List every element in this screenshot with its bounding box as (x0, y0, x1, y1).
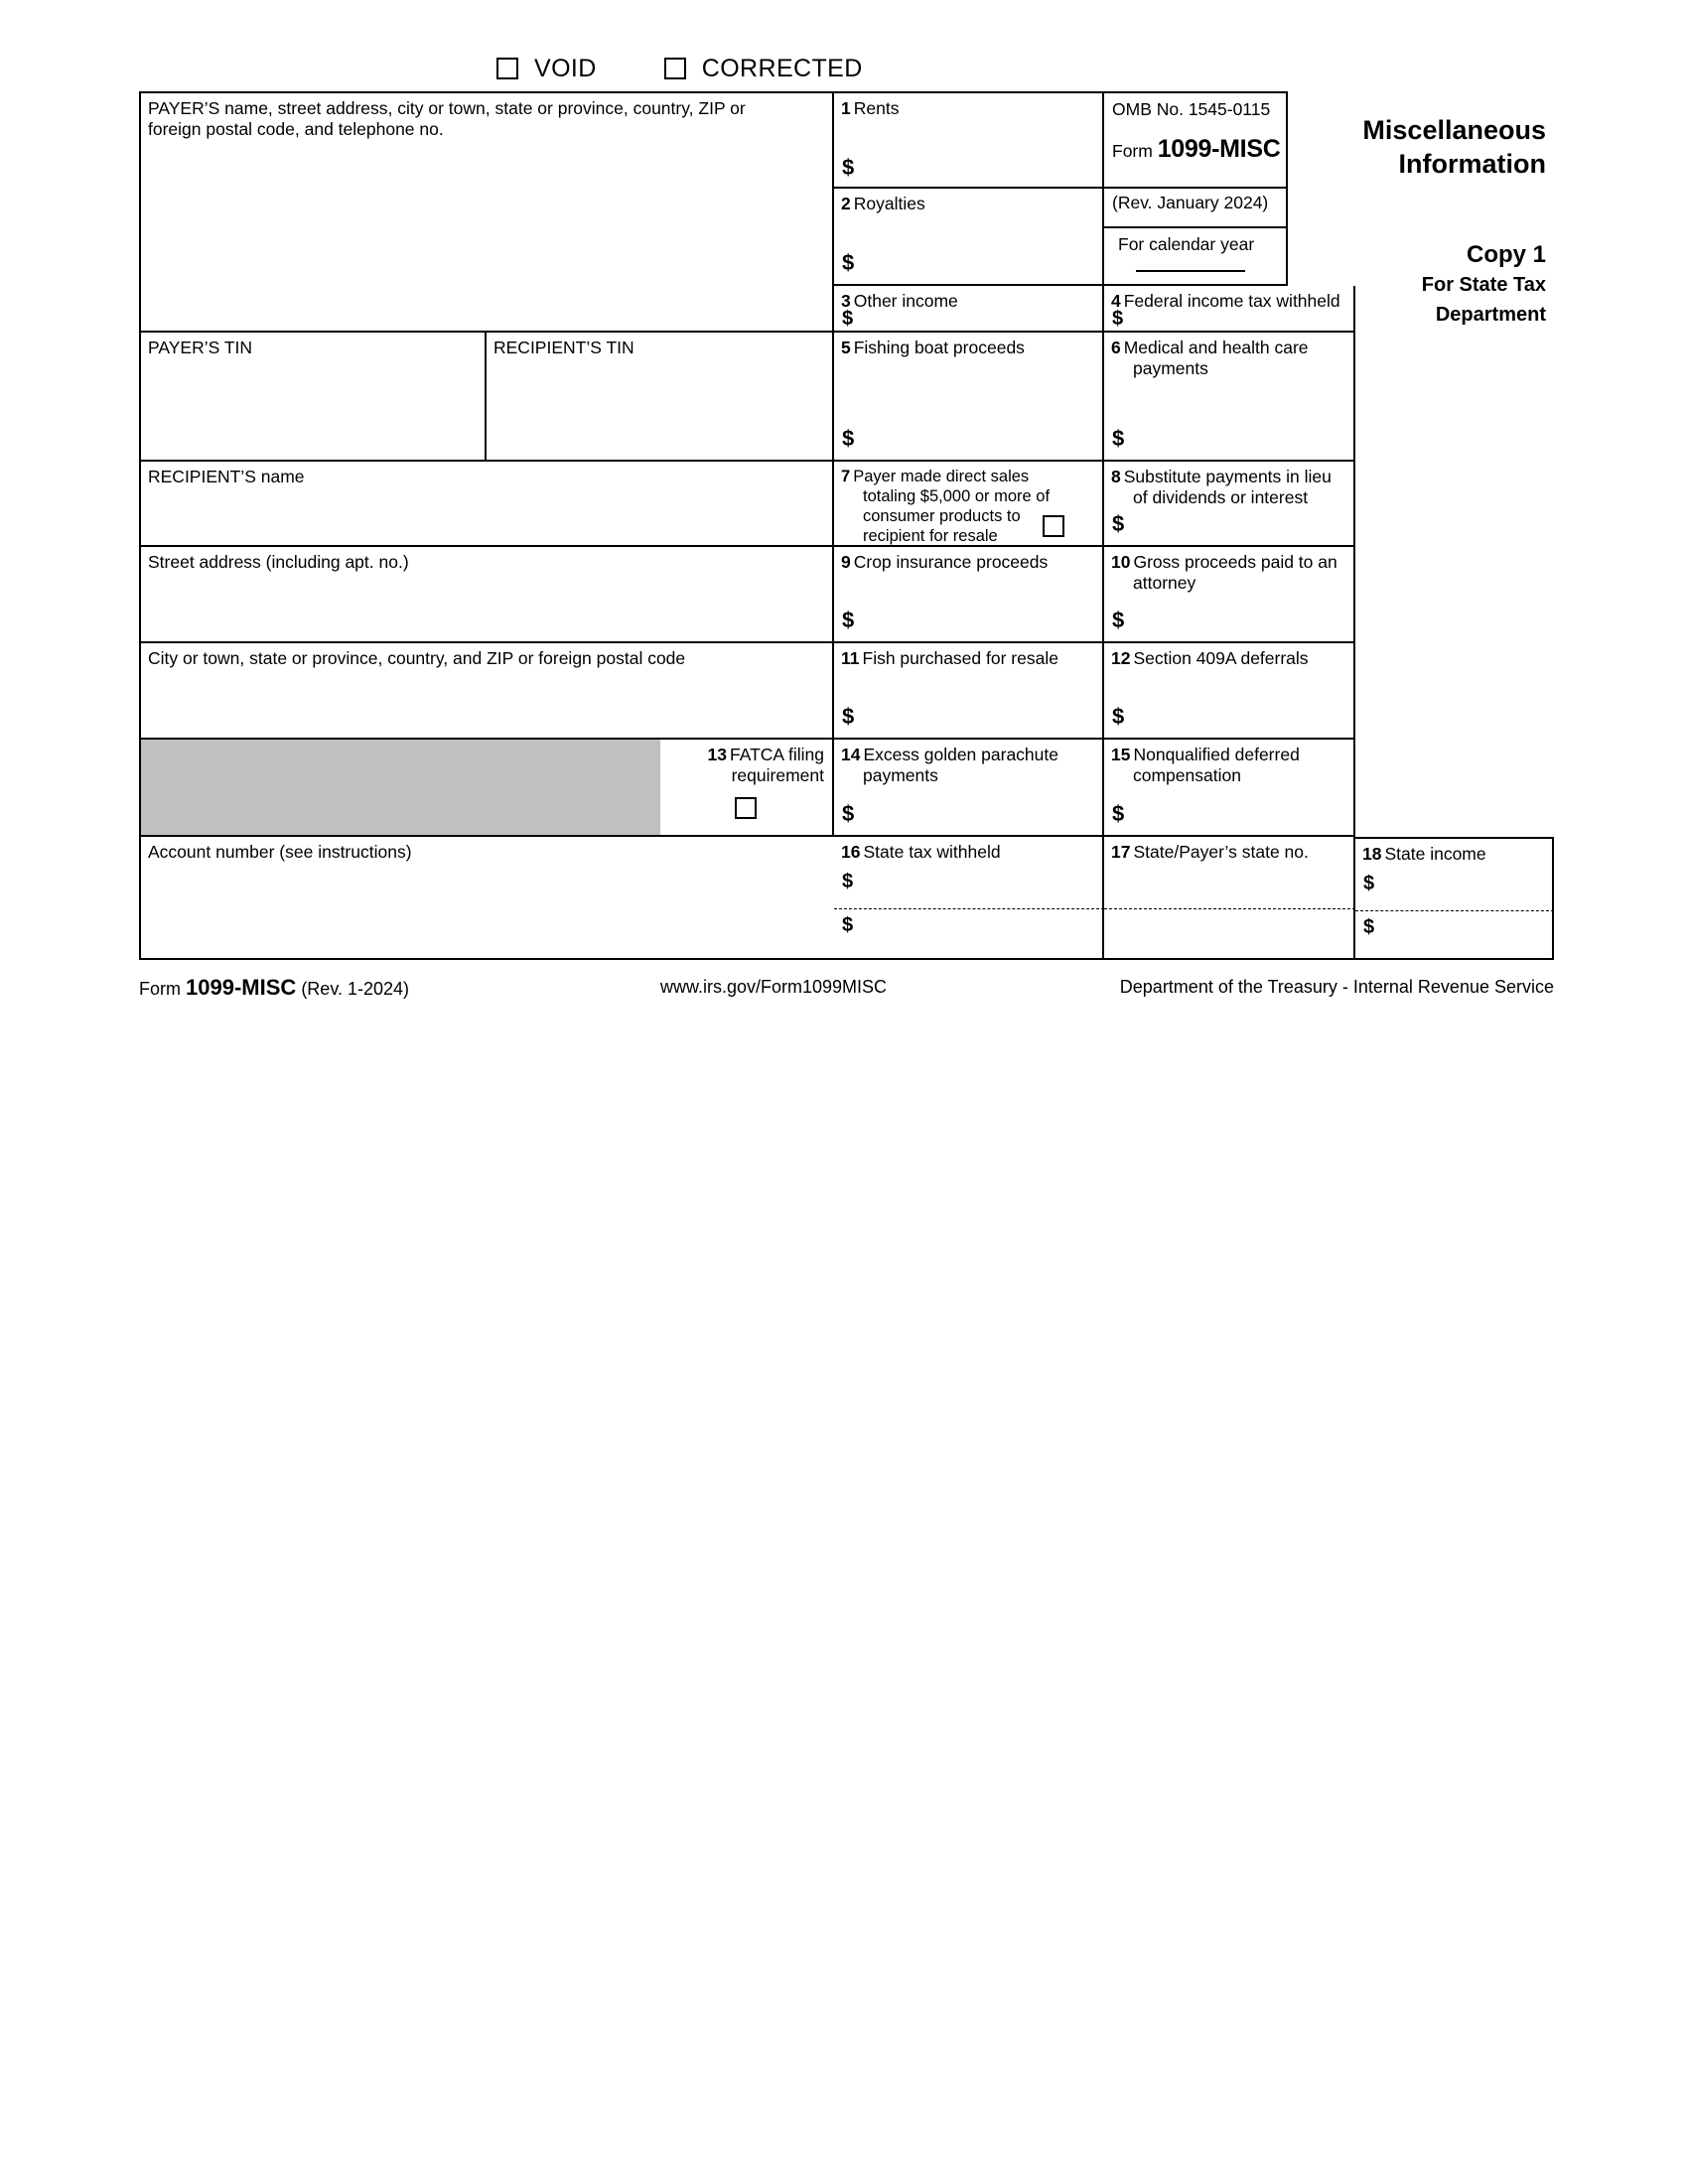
footer-form-rev: (Rev. 1-2024) (301, 979, 410, 999)
direct-sales-checkbox[interactable] (1043, 515, 1064, 537)
box-5-fishing-boat-cell[interactable] (834, 333, 1104, 462)
payer-tin-cell[interactable] (139, 333, 487, 462)
box-3-label (834, 286, 1102, 312)
recipient-name-label: RECIPIENT’S name (148, 467, 305, 486)
box-5-dollar-sign: $ (842, 426, 855, 451)
form-number: 1099-MISC (1157, 135, 1281, 163)
copy-sub-line1: For State Tax (1421, 274, 1546, 296)
form-title-line1: Miscellaneous (1362, 115, 1546, 145)
copy-title-area (1288, 91, 1554, 837)
box-4-dollar-sign: $ (1112, 308, 1124, 330)
box-9-label (834, 547, 1102, 573)
box-16-label (834, 837, 1102, 863)
box-17-divider (1104, 908, 1355, 909)
footer-url[interactable]: www.irs.gov/Form1099MISC (660, 977, 888, 997)
box-14-dollar-sign: $ (842, 801, 855, 826)
box-3-dollar-sign: $ (842, 308, 854, 330)
form-revision: (Rev. January 2024) (1112, 193, 1269, 212)
box-10-text: Gross proceeds paid to an (1133, 552, 1337, 572)
box-9-crop-insurance-cell[interactable] (834, 547, 1104, 643)
box-17-state-payer-no-cell[interactable] (1104, 837, 1355, 960)
box-6-number: 6 (1111, 338, 1121, 357)
corrected-checkbox[interactable] (664, 58, 686, 79)
recipient-tin-label: RECIPIENT’S TIN (493, 338, 634, 357)
box-6-dollar-sign: $ (1112, 426, 1125, 451)
box-6-text2: payments (1133, 358, 1208, 378)
form-title (1362, 113, 1546, 181)
form-identifier (1112, 135, 1280, 164)
footer-form-number: 1099-MISC (186, 975, 297, 1000)
recipient-name-cell[interactable] (139, 462, 834, 547)
box-18-number: 18 (1362, 844, 1382, 864)
box-2-dollar-sign: $ (842, 250, 855, 275)
box-18-label (1355, 839, 1552, 865)
void-corrected-row (496, 52, 943, 85)
box-18-dollar-sign-1: $ (1363, 873, 1375, 894)
box-17-text: State/Payer’s state no. (1133, 842, 1309, 862)
corrected-label: CORRECTED (701, 54, 863, 82)
box-6-text: Medical and health care (1123, 338, 1309, 357)
box-11-label (834, 643, 1102, 669)
payer-tin-label: PAYER’S TIN (148, 338, 253, 357)
box-1-rents-cell[interactable] (834, 91, 1104, 189)
box-12-dollar-sign: $ (1112, 704, 1125, 729)
copy-number: Copy 1 (1466, 241, 1546, 268)
box-1-number: 1 (841, 98, 851, 118)
box-16-dollar-sign-2: $ (842, 914, 854, 936)
box-7-number: 7 (841, 468, 851, 485)
box-13-label (660, 740, 832, 786)
box-8-number: 8 (1111, 467, 1121, 486)
copy-designation (1422, 240, 1546, 330)
calendar-year-rule (1136, 270, 1245, 272)
box-14-text: Excess golden parachute (863, 745, 1058, 764)
recipient-city-cell[interactable] (139, 643, 834, 740)
box-15-number: 15 (1111, 745, 1131, 764)
box-17-label (1104, 837, 1353, 863)
void-label: VOID (534, 54, 597, 82)
box-7-text3: consumer products to (863, 507, 1021, 525)
footer-form-identifier (139, 975, 409, 1001)
box-2-label (834, 189, 1102, 214)
box-13-text: FATCA filing (730, 745, 824, 764)
box-10-number: 10 (1111, 552, 1131, 572)
box-15-text2: compensation (1133, 765, 1241, 785)
recipient-street-cell[interactable] (139, 547, 834, 643)
box-11-number: 11 (841, 648, 860, 668)
footer-department: Department of the Treasury - Internal Revenue Service (1119, 977, 1554, 997)
box-1-text: Rents (853, 98, 900, 118)
box-1-dollar-sign: $ (842, 155, 855, 180)
box-4-number: 4 (1111, 291, 1121, 311)
box-8-dollar-sign: $ (1112, 511, 1125, 536)
box-10-text2: attorney (1133, 573, 1196, 593)
form-revision-cell (1104, 189, 1288, 286)
box-14-number: 14 (841, 745, 861, 764)
box-18-divider (1355, 910, 1554, 911)
box-5-text: Fishing boat proceeds (853, 338, 1025, 357)
box-12-text: Section 409A deferrals (1133, 648, 1309, 668)
box-11-dollar-sign: $ (842, 704, 855, 729)
form-frame (139, 91, 1554, 960)
box-15-dollar-sign: $ (1112, 801, 1125, 826)
box-8-text2: of dividends or interest (1133, 487, 1309, 507)
void-checkbox[interactable] (496, 58, 518, 79)
omb-number: OMB No. 1545-0115 (1112, 99, 1271, 119)
box-7-text: Payer made direct sales (853, 468, 1030, 485)
box-18-state-income-cell[interactable] (1355, 837, 1554, 960)
form-word: Form (1112, 141, 1153, 161)
box-5-number: 5 (841, 338, 851, 357)
box-8-text: Substitute payments in lieu (1123, 467, 1332, 486)
shaded-block (139, 740, 660, 837)
box-7-text2: totaling $5,000 or more of (863, 487, 1051, 505)
account-number-label: Account number (see instructions) (148, 842, 412, 862)
account-number-cell[interactable] (139, 837, 834, 960)
footer-form-word: Form (139, 979, 181, 999)
box-9-number: 9 (841, 552, 851, 572)
recipient-street-label: Street address (including apt. no.) (148, 552, 409, 572)
box-2-text: Royalties (853, 194, 925, 213)
calendar-year-label: For calendar year (1118, 234, 1255, 254)
form-title-line2: Information (1398, 149, 1546, 179)
box-13-number: 13 (707, 745, 727, 764)
box-16-text: State tax withheld (863, 842, 1001, 862)
box-14-label (834, 740, 1102, 786)
box-10-dollar-sign: $ (1112, 608, 1125, 632)
box-13-text2: requirement (731, 765, 824, 785)
form-footer (139, 975, 1554, 1001)
box-2-number: 2 (841, 194, 851, 213)
recipient-city-label: City or town, state or province, country, and ZIP or foreign postal code (148, 648, 686, 668)
box-14-text2: payments (863, 765, 938, 785)
box-14-golden-parachute-cell[interactable] (834, 740, 1104, 837)
box-3-number: 3 (841, 291, 851, 311)
box-3-other-income-cell[interactable] (834, 286, 1104, 333)
box-17-number: 17 (1111, 842, 1131, 862)
box-7-text4: recipient for resale (863, 527, 998, 545)
box-11-fish-purchased-cell[interactable] (834, 643, 1104, 740)
recipient-tin-cell[interactable] (487, 333, 834, 462)
box-9-dollar-sign: $ (842, 608, 855, 632)
payer-name-cell[interactable] (139, 91, 834, 333)
calendar-year-subcell[interactable] (1104, 226, 1288, 286)
box-16-dollar-sign-1: $ (842, 871, 854, 892)
box-16-state-tax-cell[interactable] (834, 837, 1104, 960)
payer-name-label: PAYER’S name, street address, city or town, state or province, country, ZIP or foreign postal code, and telephone no. (148, 98, 746, 139)
box-3-text: Other income (853, 291, 958, 311)
box-9-text: Crop insurance proceeds (853, 552, 1049, 572)
box-1-label (834, 93, 1102, 119)
fatca-checkbox[interactable] (735, 797, 757, 819)
box-16-number: 16 (841, 842, 861, 862)
box-16-divider (834, 908, 1104, 909)
box-5-label (834, 333, 1102, 358)
box-7-direct-sales-cell[interactable] (834, 462, 1104, 547)
copy-sub-line2: Department (1435, 304, 1546, 326)
box-2-royalties-cell[interactable] (834, 189, 1104, 286)
box-11-text: Fish purchased for resale (862, 648, 1058, 668)
box-18-text: State income (1384, 844, 1486, 864)
box-4-text: Federal income tax withheld (1123, 291, 1340, 311)
box-15-text: Nonqualified deferred (1133, 745, 1300, 764)
omb-header-cell (1104, 91, 1288, 189)
box-13-fatca-cell[interactable] (660, 740, 834, 837)
box-18-dollar-sign-2: $ (1363, 916, 1375, 938)
box-12-number: 12 (1111, 648, 1131, 668)
